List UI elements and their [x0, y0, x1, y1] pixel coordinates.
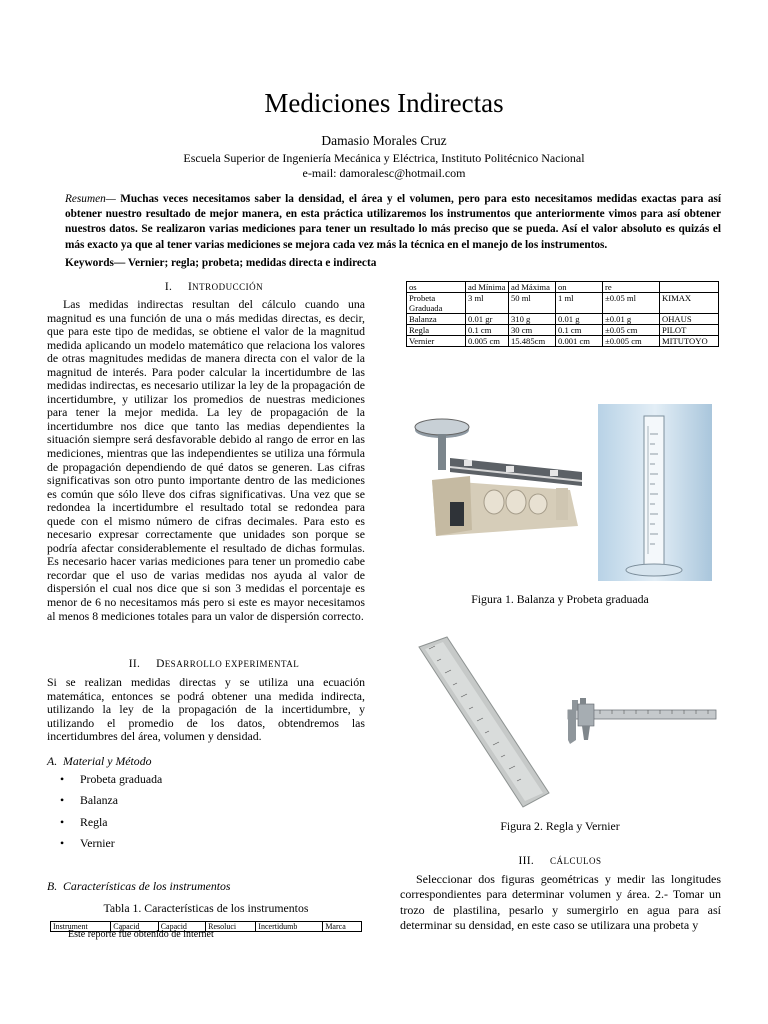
table-cell: Capacid	[158, 922, 205, 932]
table-cell: 3 ml	[466, 293, 509, 314]
author-name: Damasio Morales Cruz	[321, 133, 447, 148]
table-cell: 0.01 gr	[466, 314, 509, 325]
section-number: III.	[518, 855, 535, 867]
intro-body	[47, 298, 365, 623]
table-row	[407, 336, 719, 347]
keywords: Keywords— Vernier; regla; probeta; medidas directa e indirecta	[65, 257, 377, 269]
table-cell: 0.01 g	[556, 314, 603, 325]
table-row	[407, 325, 719, 336]
section-initial: D	[156, 658, 165, 670]
materials-list	[60, 772, 162, 857]
paper-title: Mediciones Indirectas	[264, 88, 504, 118]
table-cell: OHAUS	[660, 314, 719, 325]
table-cell: 50 ml	[509, 293, 556, 314]
table-cell: PILOT	[660, 325, 719, 336]
vernier-caliper-image	[560, 690, 718, 746]
table-cell: ±0.01 g	[603, 314, 660, 325]
dev-paragraph: Si se realizan medidas directas y se utiliza una ecuación matemática, entonces se podrá obtener una medida indirecta, utilizando la ley de la propagación de la incertidumbre, y utilizando el promedio de los datos, obtendremos las incertidumbres del área, volumen y densidad.	[47, 675, 365, 744]
subsection-b: B. Características de los instrumentos	[47, 879, 231, 893]
table-cell: ±0.05 cm	[603, 325, 660, 336]
section-number: II.	[128, 658, 141, 670]
table-cell: ±0.05 ml	[603, 293, 660, 314]
table-cell: Incertidumb	[256, 922, 323, 932]
table-cell	[660, 282, 719, 293]
email: e-mail: damoralesc@hotmail.com	[302, 166, 466, 180]
table-row	[407, 293, 719, 314]
table-cell: Balanza	[407, 314, 466, 325]
list-item: • Probeta graduada	[60, 772, 162, 793]
ruler-image	[413, 633, 554, 810]
section-number: I.	[164, 281, 173, 293]
table-cell: ±0.005 cm	[603, 336, 660, 347]
table-cell: 1 ml	[556, 293, 603, 314]
table-cell: 30 cm	[509, 325, 556, 336]
table-row	[407, 282, 719, 293]
affiliation: Escuela Superior de Ingeniería Mecánica y Eléctrica, Instituto Politécnico Nacional	[183, 151, 585, 165]
table-cell: Vernier	[407, 336, 466, 347]
table-cell: MITUTOYO	[660, 336, 719, 347]
abstract-text: Muchas veces necesitamos saber la densidad, el área y el volumen, pero para esto necesitamos medidas exactas para así obtener nuestro resultado de mejor manera, en esta práctica utilizaremos los instrumentos que anteriormente vimos para así obtener nuestros datos. Se realizaron varias mediciones para tener un resultado lo más preciso que se pueda. Así el valor absoluto es quizás el más exacto ya que al tener varias mediciones se mejora cada vez más la técnica en el manejo de los instrumentos.	[65, 193, 721, 251]
list-item: • Balanza	[60, 793, 162, 814]
table1-caption: Tabla 1. Características de los instrumentos	[103, 901, 309, 915]
table-cell: on	[556, 282, 603, 293]
table-cell: 310 g	[509, 314, 556, 325]
figure2-caption: Figura 2. Regla y Vernier	[500, 819, 620, 833]
table-cell: Resoluci	[206, 922, 256, 932]
table-cell: ad Máxima	[509, 282, 556, 293]
section-title: CÁLCULOS	[549, 856, 602, 866]
table-cell: ad Mínima	[466, 282, 509, 293]
section-heading-calc	[400, 855, 720, 867]
table-cell: KIMAX	[660, 293, 719, 314]
intro-paragraph: Las medidas indirectas resultan del cálculo cuando una magnitud es una función de una o más medidas directas, es decir, que para este tipo de medidas, se obtiene el valor de la magnitud medida aplicando un modelo matemático que relaciona los valores de otras magnitudes medidas de manera directa con el valor de la magnitud de interés. Para poder calcular la incertidumbre de las medidas indirectas, es necesario utilizar la ley de la propagación de incertidumbre, y utilizar los promedios de nuestras mediciones para tener la mejor medida. La ley de propagación de la incertidumbre nos dice que tanto las medias dependientes la situación siempre será desfavorable debido al rango de error en las mediciones, mientras que las independientes se utiliza una fórmula de propagación dependiendo de qué datos se generen. Las cifras significativas son otro punto importante dentro de las mediciones es común que sólo lleve dos cifras significativas. Una vez que se redondea la incertidumbre el resultado total se redondea para quede con el mismo número de cifras decimales. Para esto es necesario expresar correctamente que unidades son porque se podría afectar considerablemente el resultado de dichas formulas. Es necesario hacer varias mediciones para tener un promedio cabe recordar que el uso de varias medidas nos ayuda al valor de dispersión el cual nos dice que si son 3 medidas el porcentaje es menor de 6 no necesitamos más pero si este es mayor necesitamos al menos 8 mediciones totales para un valor de dispersión correcto.	[47, 297, 365, 623]
table-cell: Instrument	[51, 922, 111, 932]
table-cell: 15.485cm	[509, 336, 556, 347]
list-item: • Regla	[60, 815, 162, 836]
table-cell: Marca	[323, 922, 362, 932]
table-cell: 0.1 cm	[556, 325, 603, 336]
section-title: ESARROLLO EXPERIMENTAL	[164, 659, 300, 669]
footnote: Este reporte fue obtenido de internet	[68, 929, 214, 940]
section-initial: I	[188, 281, 193, 293]
table-cell: re	[603, 282, 660, 293]
table-cell: os	[407, 282, 466, 293]
graduated-cylinder-image	[598, 404, 712, 581]
section-heading-intro	[65, 281, 363, 293]
instrument-table	[406, 281, 719, 347]
list-item: • Vernier	[60, 836, 162, 857]
table-row	[407, 314, 719, 325]
table-cell: 0.1 cm	[466, 325, 509, 336]
abstract	[65, 192, 721, 253]
subsection-a: A. Material y Método	[47, 754, 152, 768]
table-cell: Regla	[407, 325, 466, 336]
table-cell: 0.001 cm	[556, 336, 603, 347]
table-cell: 0.005 cm	[466, 336, 509, 347]
calc-paragraph: Seleccionar dos figuras geométricas y medir las longitudes correspondientes para determinar volumen y área. 2.- Tomar un trozo de plastilina, pesarlo y sumergirlo en agua para así determinar su densidad, en este caso se utilizara una probeta y	[400, 872, 721, 933]
figure1-caption: Figura 1. Balanza y Probeta graduada	[471, 592, 649, 606]
dev-body	[47, 676, 365, 744]
table-cell: Capacid	[111, 922, 158, 932]
table-cell: Probeta Graduada	[407, 293, 466, 314]
calc-body	[400, 872, 721, 934]
balance-image	[410, 410, 586, 540]
abstract-lead: Resumen—	[65, 193, 116, 205]
section-title: NTRODUCCIÓN	[192, 282, 264, 292]
section-heading-dev	[65, 658, 363, 670]
